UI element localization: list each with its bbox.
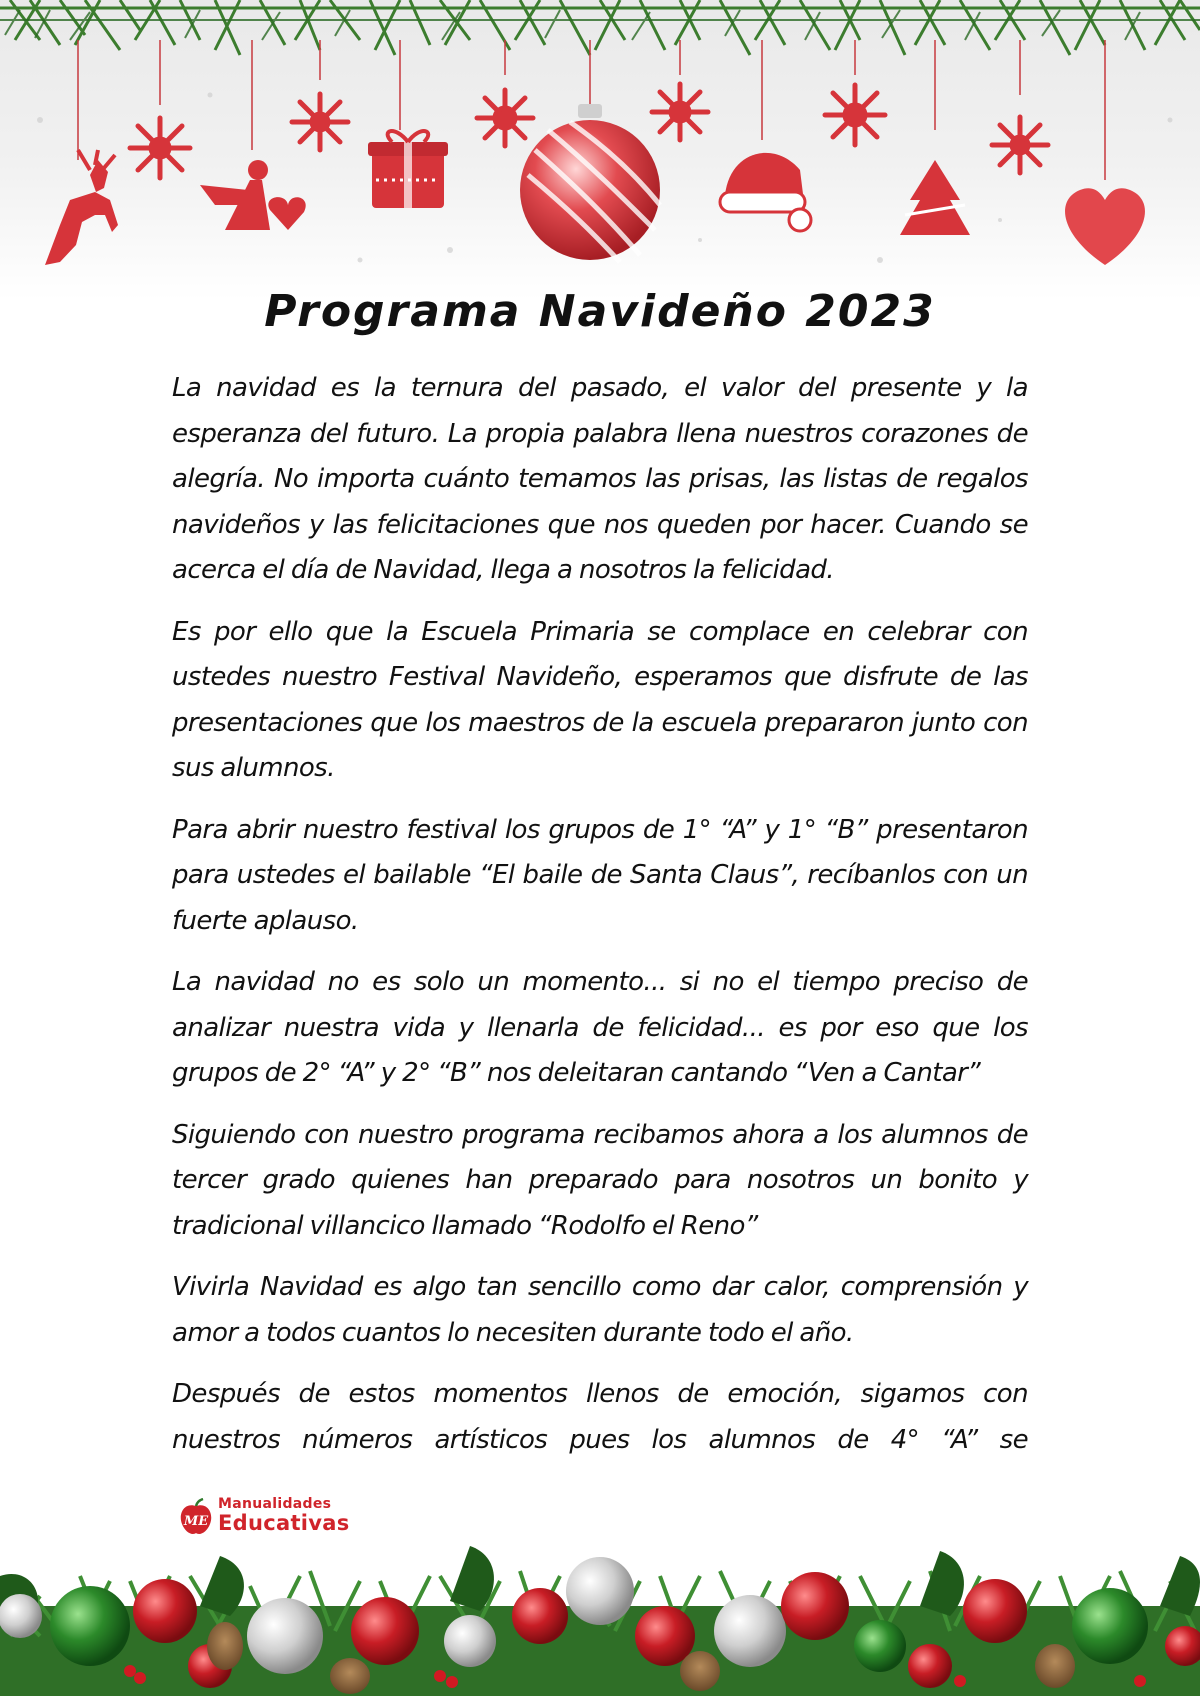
paragraph: La navidad es la ternura del pasado, el valor del presente y la esperanza del futuro. La propia palabra llena nuestros corazones de alegría. No importa cuánto temamos las prisas, las listas de regalos navideños y las felicitaciones que nos queden por hacer. Cuando se acerca el día de Navidad, llega a nosotros la felicidad. <box>172 373 1028 585</box>
santa-hat-ornament-icon <box>720 153 811 231</box>
paragraph: Para abrir nuestro festival los grupos de 1° “A” y 1° “B” presentaron para ustedes el bailable “El baile de Santa Claus”, recíbanlos con un fuerte aplauso. <box>172 814 1028 936</box>
paragraph: Siguiendo con nuestro programa recibamos ahora a los alumnos de tercer grado quienes han preparado para nosotros un bonito y tradicional villancico llamado “Rodolfo el Reno” <box>172 1119 1028 1241</box>
bauble-ornament-icon <box>520 104 660 262</box>
paragraph: Después de estos momentos llenos de emoción, sigamos con nuestros números artísticos pues los alumnos de 4° “A” se <box>172 1379 1028 1455</box>
apple-logo-icon <box>176 1498 216 1538</box>
logo-line2: Educativas <box>218 1511 350 1535</box>
heart-ornament-icon <box>1065 188 1145 265</box>
header-ornaments <box>0 0 1200 300</box>
paragraph: Vivirla Navidad es algo tan sencillo como dar calor, comprensión y amor a todos cuantos lo necesiten durante todo el año. <box>172 1272 1028 1348</box>
page-title: Programa Navideño 2023 <box>264 286 936 337</box>
gift-ornament-icon <box>368 131 448 208</box>
logo-mark-text: ME <box>183 1514 209 1529</box>
paragraph: La navidad no es solo un momento... si no el tiempo preciso de analizar nuestra vida y llenarla de felicidad... es por eso que los grupos de 2° “A” y 2° “B” nos deleitaran cantando “Ven a Cantar” <box>172 967 1028 1088</box>
angel-ornament-icon <box>200 160 306 230</box>
program-body <box>172 366 1028 1479</box>
reindeer-ornament-icon <box>45 150 118 265</box>
logo-line1: Manualidades <box>218 1496 332 1512</box>
paragraph: Es por ello que la Escuela Primaria se complace en celebrar con ustedes nuestro Festival Navideño, esperamos que disfrute de las presentaciones que los maestros de la escuela prepararon junto con sus alumnos. <box>172 616 1028 783</box>
christmas-tree-ornament-icon <box>900 160 970 235</box>
footer-garland <box>0 1536 1200 1696</box>
